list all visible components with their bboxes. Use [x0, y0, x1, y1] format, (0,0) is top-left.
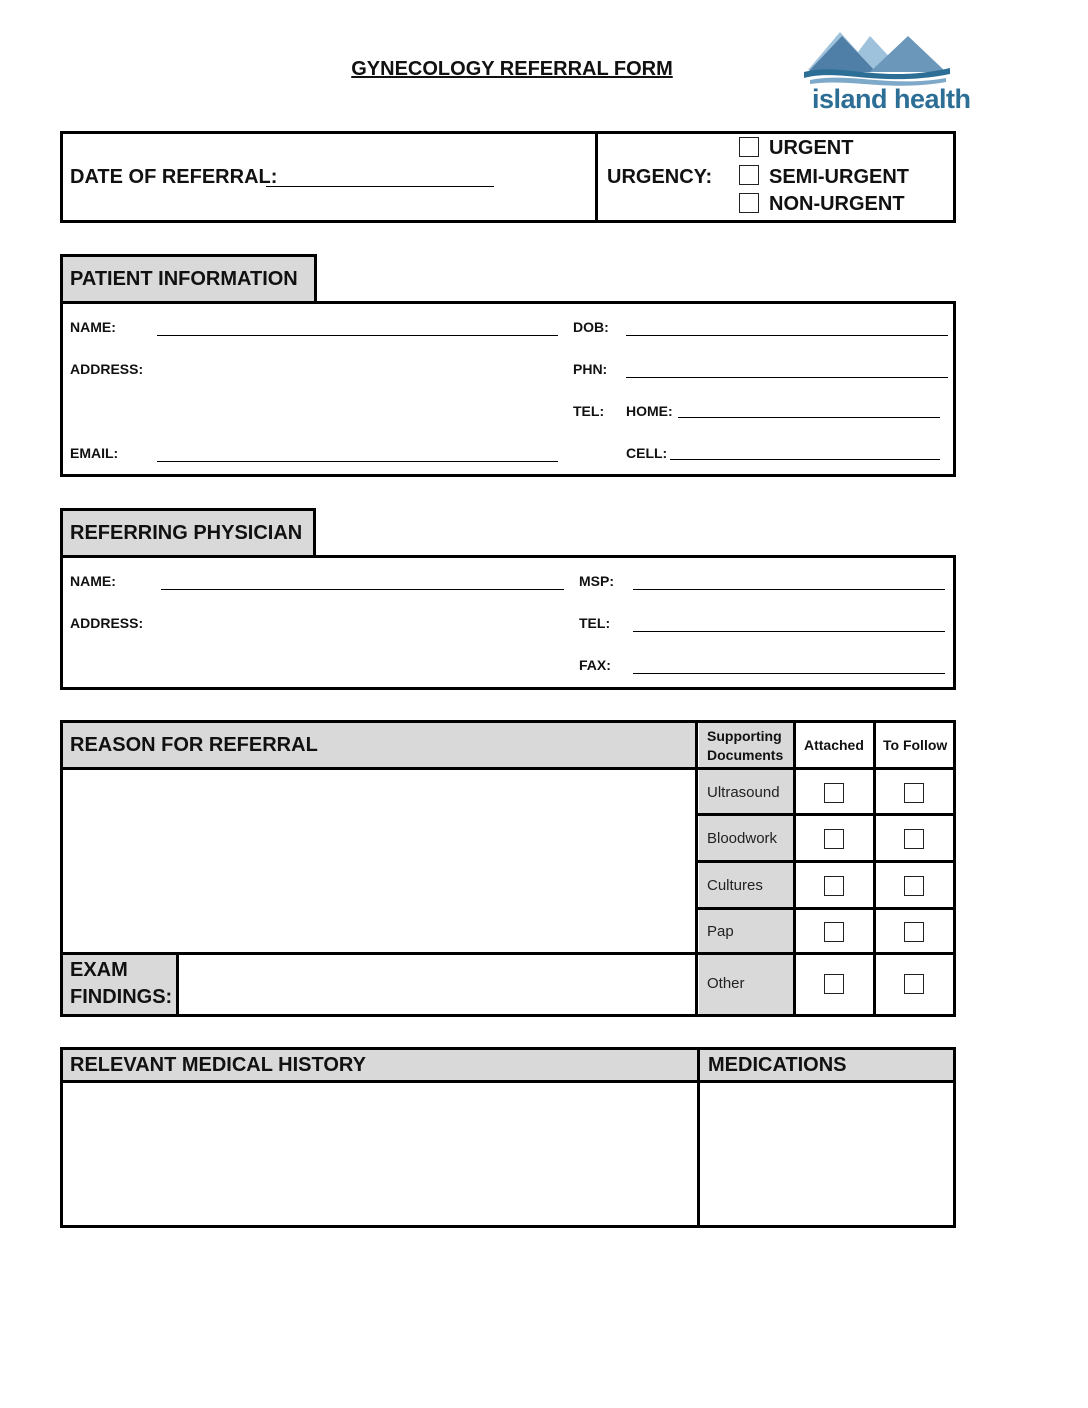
logo-wordmark: island health — [812, 84, 971, 114]
exam-label-line1: EXAM — [70, 959, 128, 981]
patient-name-field[interactable] — [157, 335, 558, 336]
bloodwork-attached-checkbox[interactable] — [824, 829, 844, 849]
physician-tel-label: TEL: — [579, 615, 611, 631]
patient-email-label: EMAIL: — [70, 445, 119, 461]
doc-other-label: Other — [707, 975, 745, 992]
docs-attached-divider — [793, 720, 796, 1017]
patient-section-title: PATIENT INFORMATION — [70, 268, 298, 290]
exam-findings-text-area[interactable] — [179, 955, 695, 1014]
cultures-to-follow-checkbox[interactable] — [904, 876, 924, 896]
pap-to-follow-checkbox[interactable] — [904, 922, 924, 942]
date-of-referral-field[interactable] — [266, 186, 494, 187]
supporting-docs-header-line1: Supporting — [707, 728, 782, 744]
supporting-docs-header-line2: Documents — [707, 747, 784, 763]
other-attached-checkbox[interactable] — [824, 974, 844, 994]
docs-row-rule-3 — [695, 907, 956, 910]
patient-phn-label: PHN: — [573, 361, 608, 377]
physician-msp-label: MSP: — [579, 573, 614, 589]
patient-info-box — [60, 301, 956, 477]
urgent-option-label: URGENT — [769, 137, 854, 159]
patient-address-label: ADDRESS: — [70, 361, 144, 377]
to-follow-column-header: To Follow — [883, 737, 948, 753]
exam-label-line2: FINDINGS: — [70, 986, 173, 1008]
ultrasound-to-follow-checkbox[interactable] — [904, 783, 924, 803]
patient-dob-field[interactable] — [626, 335, 948, 336]
other-to-follow-checkbox[interactable] — [904, 974, 924, 994]
physician-section-title: REFERRING PHYSICIAN — [70, 522, 303, 544]
doc-pap-label: Pap — [707, 923, 734, 940]
patient-dob-label: DOB: — [573, 319, 609, 335]
physician-fax-field[interactable] — [633, 673, 945, 674]
patient-name-label: NAME: — [70, 319, 116, 335]
physician-name-label: NAME: — [70, 573, 116, 589]
attached-follow-divider — [873, 720, 876, 1017]
reason-text-area[interactable] — [63, 770, 695, 952]
physician-name-field[interactable] — [161, 589, 564, 590]
patient-phn-field[interactable] — [626, 377, 948, 378]
physician-msp-field[interactable] — [633, 589, 945, 590]
patient-cell-phone-field[interactable] — [670, 459, 940, 460]
medications-title: MEDICATIONS — [708, 1054, 847, 1076]
physician-address-label: ADDRESS: — [70, 615, 144, 631]
reason-section-title: REASON FOR REFERRAL — [70, 734, 318, 756]
reason-text-divider — [695, 720, 698, 1017]
non-urgent-checkbox[interactable] — [739, 193, 759, 213]
doc-ultrasound-label: Ultrasound — [707, 784, 780, 801]
urgent-checkbox[interactable] — [739, 137, 759, 157]
physician-fax-label: FAX: — [579, 657, 611, 673]
form-title: GYNECOLOGY REFERRAL FORM — [351, 58, 673, 80]
patient-cell-label: CELL: — [626, 445, 668, 461]
semi-urgent-checkbox[interactable] — [739, 165, 759, 185]
bloodwork-to-follow-checkbox[interactable] — [904, 829, 924, 849]
ultrasound-attached-checkbox[interactable] — [824, 783, 844, 803]
pap-attached-checkbox[interactable] — [824, 922, 844, 942]
urgency-label: URGENCY: — [607, 166, 713, 188]
attached-column-header: Attached — [804, 737, 864, 753]
semi-urgent-option-label: SEMI-URGENT — [769, 166, 909, 188]
patient-tel-label: TEL: — [573, 403, 605, 419]
non-urgent-option-label: NON-URGENT — [769, 193, 905, 215]
physician-tel-field[interactable] — [633, 631, 945, 632]
medical-history-text-area[interactable] — [63, 1083, 697, 1225]
mountain-logo-icon — [800, 22, 960, 86]
physician-info-box — [60, 555, 956, 690]
doc-bloodwork-label: Bloodwork — [707, 830, 778, 847]
patient-home-phone-field[interactable] — [678, 417, 940, 418]
docs-row-rule-1 — [695, 813, 956, 816]
docs-row-rule-2 — [695, 860, 956, 863]
header-divider — [595, 131, 598, 223]
doc-cultures-label: Cultures — [707, 877, 763, 894]
patient-home-label: HOME: — [626, 403, 673, 419]
medications-text-area[interactable] — [700, 1083, 953, 1225]
date-of-referral-label: DATE OF REFERRAL: — [70, 166, 278, 188]
cultures-attached-checkbox[interactable] — [824, 876, 844, 896]
medical-history-title: RELEVANT MEDICAL HISTORY — [70, 1054, 366, 1076]
patient-email-field[interactable] — [157, 461, 558, 462]
